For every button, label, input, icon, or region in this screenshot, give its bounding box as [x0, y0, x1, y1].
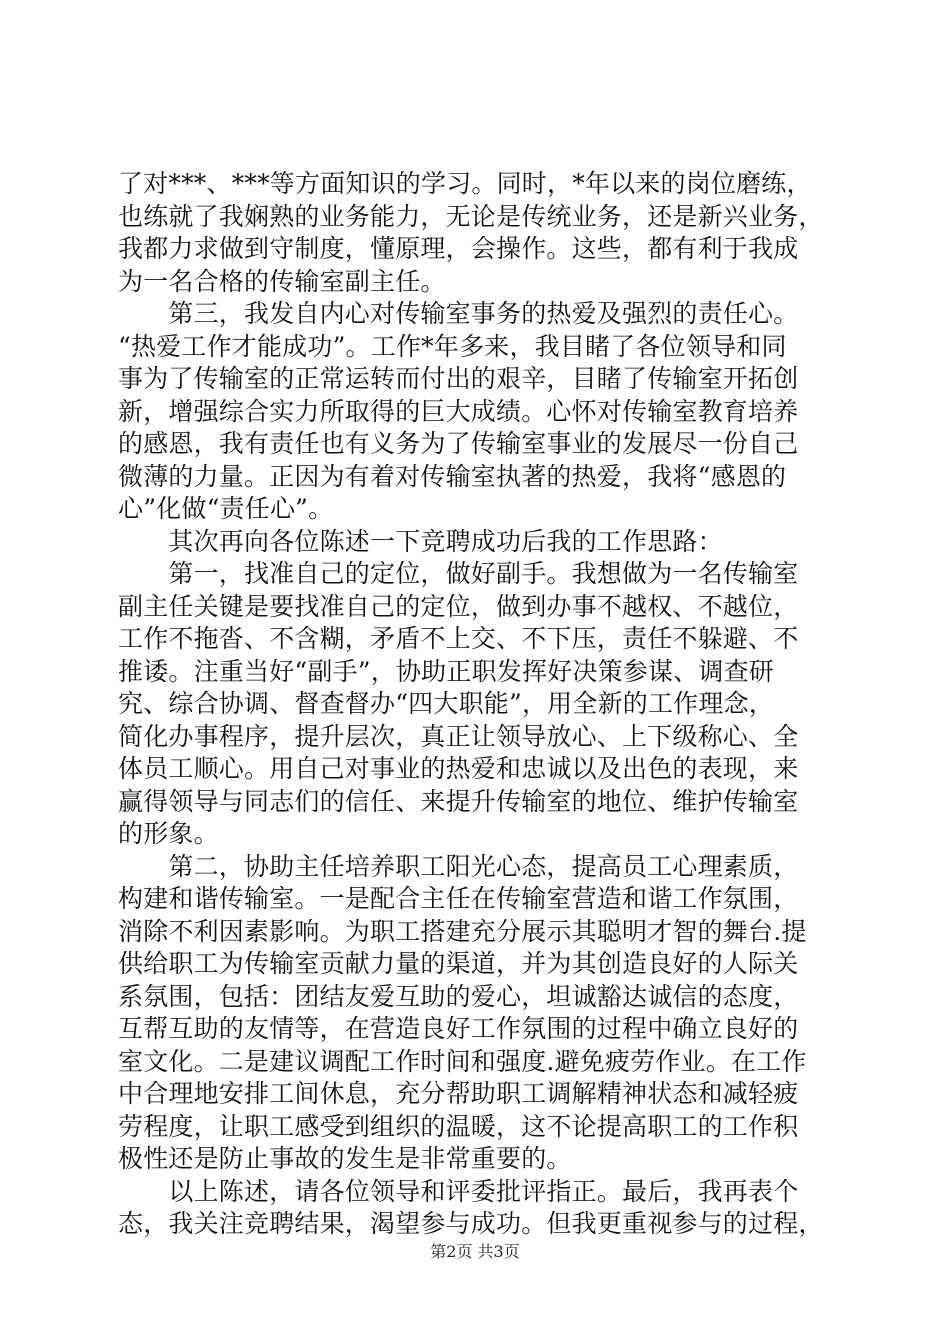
- text-line: 赢得领导与同志们的信任、来提升传输室的地位、维护传输室: [118, 786, 799, 816]
- text-line: 副主任关键是要找准自己的定位，做到办事不越权、不越位，: [118, 591, 799, 621]
- text-line: 第一，找准自己的定位，做好副手。我想做为一名传输室: [118, 559, 799, 588]
- text-line: 互帮互助的友情等，在营造良好工作氛围的过程中确立良好的: [118, 1014, 799, 1043]
- page-footer: 第2页 共3页: [430, 1242, 520, 1261]
- text-line: 消除不利因素影响。为职工搭建充分展示其聪明才智的舞台.提: [118, 916, 807, 946]
- text-line: 微薄的力量。正因为有着对传输室执著的热爱，我将“感恩的: [118, 461, 787, 491]
- text-line: 劳程度，让职工感受到组织的温暖，这不论提高职工的工作积: [118, 1111, 799, 1141]
- text-line: 第二，协助主任培养职工阳光心态，提高员工心理素质，: [118, 851, 799, 881]
- text-line: 也练就了我娴熟的业务能力，无论是传统业务，还是新兴业务，: [118, 201, 824, 231]
- text-line: 的形象。: [118, 819, 219, 848]
- text-line: 其次再向各位陈述一下竞聘成功后我的工作思路：: [118, 526, 723, 556]
- text-line: 心”化做“责任心”。: [118, 494, 334, 523]
- text-line: 中合理地安排工间休息，充分帮助职工调解精神状态和减轻疲: [118, 1079, 799, 1108]
- text-line: 极性还是防止事故的发生是非常重要的。: [118, 1144, 572, 1173]
- text-line: “热爱工作才能成功”。工作*年多来，我目睹了各位领导和同: [118, 331, 787, 361]
- text-line: 的感恩，我有责任也有义务为了传输室事业的发展尽一份自己: [118, 429, 799, 458]
- text-line: 为一名合格的传输室副主任。: [118, 266, 446, 296]
- document-body: [118, 168, 834, 1241]
- text-line: 体员工顺心。用自己对事业的热爱和忠诚以及出色的表现，来: [118, 754, 799, 783]
- text-line: 新，增强综合实力所取得的巨大成绩。心怀对传输室教育培养: [118, 396, 799, 426]
- text-line: 以上陈述，请各位领导和评委批评指正。最后，我再表个: [118, 1176, 799, 1206]
- text-line: 推诿。注重当好“副手”，协助正职发挥好决策参谋、调查研: [118, 656, 774, 686]
- text-line: 系氛围，包括：团结友爱互助的爱心，坦诚豁达诚信的态度，: [118, 981, 799, 1011]
- text-line: 态，我关注竞聘结果，渴望参与成功。但我更重视参与的过程，: [118, 1209, 824, 1238]
- text-line: 第三，我发自内心对传输室事务的热爱及强烈的责任心。: [118, 299, 799, 328]
- text-line: 简化办事程序，提升层次，真正让领导放心、上下级称心、全: [118, 721, 799, 751]
- text-line: 了对***、***等方面知识的学习。同时，*年以来的岗位磨练，: [118, 169, 812, 198]
- text-line: 我都力求做到守制度，懂原理，会操作。这些，都有利于我成: [118, 234, 799, 263]
- text-line: 室文化。二是建议调配工作时间和强度.避免疲劳作业。在工作: [118, 1046, 807, 1076]
- text-line: 供给职工为传输室贡献力量的渠道，并为其创造良好的人际关: [118, 949, 799, 978]
- text-line: 究、综合协调、督查督办“四大职能”，用全新的工作理念，: [118, 689, 774, 718]
- text-line: 构建和谐传输室。一是配合主任在传输室营造和谐工作氛围，: [118, 884, 799, 913]
- text-line: 事为了传输室的正常运转而付出的艰辛，目睹了传输室开拓创: [118, 364, 799, 393]
- text-line: 工作不拖沓、不含糊，矛盾不上交、不下压，责任不躲避、不: [118, 624, 799, 653]
